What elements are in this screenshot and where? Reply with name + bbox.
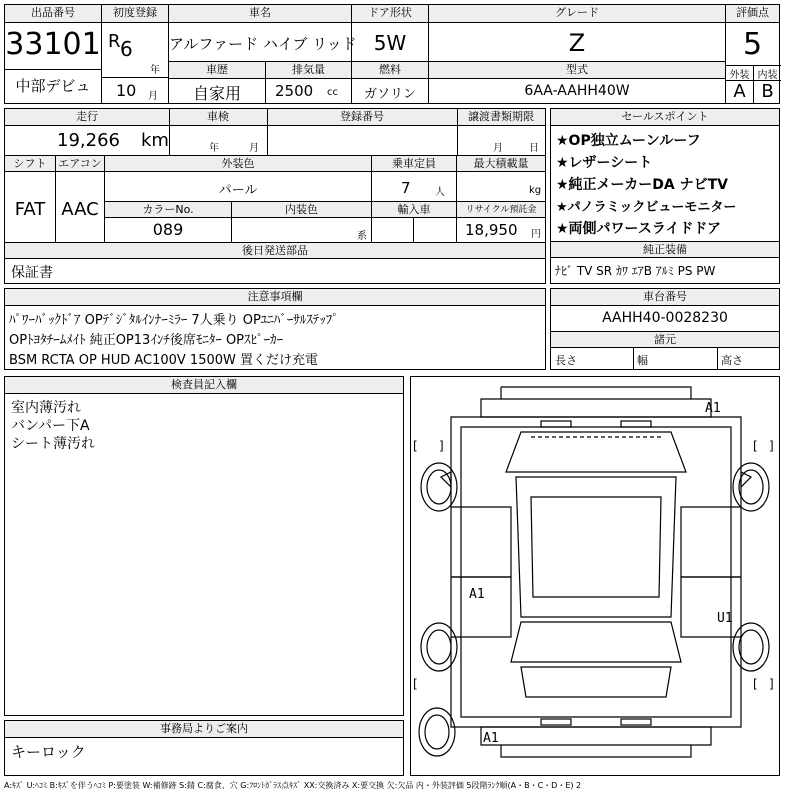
selling-point-item: ★レザーシート [556,155,653,171]
length-label: 長さ [555,354,577,367]
model-label: 型式 [429,62,725,79]
dimensions-label: 諸元 [551,332,779,348]
damage-mark-left-rear-door: A1 [469,587,485,602]
inspector-label: 検査員記入欄 [5,377,403,394]
transfer-deadline-label: 譲渡書類期限 [457,109,545,126]
color-number-label: カラーNo. [105,202,231,218]
color-label: 外装色 [105,156,371,172]
first-registration-label: 初度登録 [102,5,168,23]
car-name: アルファード ハイブ リッド [169,35,357,53]
selling-point-item: ★純正メーカーDA ナビTV [556,177,728,193]
recycle-label: リサイクル預託金 [457,202,545,218]
displacement-unit: cc [327,87,338,98]
equipment-value: ﾅﾋﾞ TV SR ｶﾜ ｴｱB ｱﾙﾐ PS PW [555,264,716,278]
inspection-month-unit: 月 [249,143,259,154]
inspection-year-unit: 年 [209,143,219,154]
office-note: キーロック [11,743,86,761]
fuel-value: ガソリン [363,87,416,102]
later-parts-label: 後日発送部品 [5,243,545,259]
transfer-month-unit: 月 [493,143,503,154]
displacement-value: 2500 [275,82,314,100]
transfer-day-unit: 日 [529,143,539,154]
legend-footer: A:ｷｽﾞ U:ﾍｺﾐ B:ｷｽﾞを伴うﾍｺﾐ P:要塗装 W:補修跡 S:錆 C:腐食、穴 G:ﾌﾛﾝﾄｶﾞﾗｽ点ｷｽﾞ XX:交換済み X:要交換 欠:欠品 内・外装評価 5段階ﾗﾝｸ順(A・B・C・D・E) 2 [4,781,582,790]
color-value: パール [218,183,258,198]
office-section [4,720,404,776]
score-value: 5 [742,27,763,62]
damage-mark-front: A1 [705,401,721,416]
exterior-label: 外装 [729,70,750,81]
note-line: OPﾄﾖﾀﾁｰﾑﾒｲﾄ 純正OP13ｲﾝﾁ後席ﾓﾆﾀｰ OPｽﾋﾟｰｶｰ [9,333,284,348]
grade-label: グレード [429,5,725,23]
mileage-value: 19,266 [57,130,120,151]
first-registration-cell [102,5,168,103]
month-value: 10 [116,81,137,100]
interior-grade: B [761,81,774,102]
lot-number: 33101 [5,27,101,62]
grade-value: Z [568,29,586,57]
capacity-value: 7 [401,179,411,197]
chassis-label: 車台番号 [551,289,779,306]
recycle-value: 18,950 [465,221,518,239]
interior-color-label: 内装色 [232,202,371,218]
history-label: 車歴 [169,62,265,79]
inspector-note: バンパー下A [11,418,90,434]
bracket-mark: ] [769,677,774,691]
equipment-label: 純正装備 [551,242,779,258]
damage-mark-rear-bumper: A1 [483,731,499,746]
office-label: 事務局よりご案内 [5,721,403,738]
bracket-mark: [ [413,677,418,691]
selling-point-item: ★両側パワースライドドア [556,221,722,237]
max-load-unit: kg [529,185,542,196]
capacity-label: 乗車定員 [372,156,456,172]
recycle-unit: 円 [531,229,541,240]
max-load-label: 最大積載量 [457,156,545,172]
displacement-label: 排気量 [266,62,351,79]
damage-diagram [410,376,780,776]
lot-number-label: 出品番号 [5,5,101,23]
color-number-value: 089 [152,220,184,239]
selling-points-label: セールスポイント [551,109,779,126]
damage-mark-right-rear: U1 [717,611,733,626]
era-year: 6 [120,37,133,61]
import-label: 輸入車 [372,202,456,218]
later-parts-value: 保証書 [11,265,53,281]
note-line: BSM RCTA OP HUD AC100V 1500W 置くだけ充電 [9,353,318,368]
bracket-mark: [ [413,439,418,453]
selling-points-section [550,108,780,284]
venue-name: 中部デビュ [15,77,91,95]
note-line: ﾊﾟﾜｰﾊﾞｯｸﾄﾞｱ OPﾃﾞｼﾞﾀﾙｲﾝﾅｰﾐﾗｰ 7人乗り OPﾕﾆﾊﾞｰｻﾙｽﾃｯﾌﾟ [9,313,339,328]
specs-section [4,108,546,284]
bracket-mark: ] [439,439,444,453]
bracket-mark: [ [753,677,758,691]
width-label: 幅 [637,354,648,367]
era-letter: R [108,31,121,52]
year-unit: 年 [150,65,160,76]
ac-value: AAC [61,199,99,220]
score-label: 評価点 [726,5,779,23]
fuel-label: 燃料 [352,62,428,79]
inspector-note: シート薄汚れ [11,436,95,452]
interior-color-unit: 系 [357,231,367,242]
car-outline [411,377,779,775]
car-name-label: 車名 [169,5,351,23]
selling-point-item: ★OP独立ムーンルーフ [556,133,701,149]
lot-number-cell [5,5,101,103]
door-type: 5W [373,31,407,55]
bracket-mark: [ [753,439,758,453]
height-label: 高さ [721,354,743,367]
notes-section [4,288,546,370]
ac-label: エアコン [56,156,104,172]
model-value: 6AA-AAHH40W [524,83,630,99]
mileage-label: 走行 [5,109,169,126]
history-value: 自家用 [192,84,241,103]
door-label: ドア形状 [352,5,428,23]
mileage-unit: km [141,130,169,151]
month-unit: 月 [148,91,158,102]
notes-label: 注意事項欄 [5,289,545,306]
shift-value: FAT [14,199,46,220]
reg-number-label: 登録番号 [267,109,457,126]
inspector-section [4,376,404,716]
exterior-grade: A [733,81,746,102]
chassis-section [550,288,780,370]
selling-point-item: ★パノラミックビューモニター [556,200,737,215]
inspector-note: 室内薄汚れ [11,400,81,416]
interior-label: 内装 [757,70,778,81]
bracket-mark: ] [769,439,774,453]
header-section [4,4,780,104]
chassis-number: AAHH40-0028230 [602,310,728,326]
shift-label: シフト [5,156,55,172]
inspection-label: 車検 [169,109,267,126]
capacity-unit: 人 [435,187,445,198]
